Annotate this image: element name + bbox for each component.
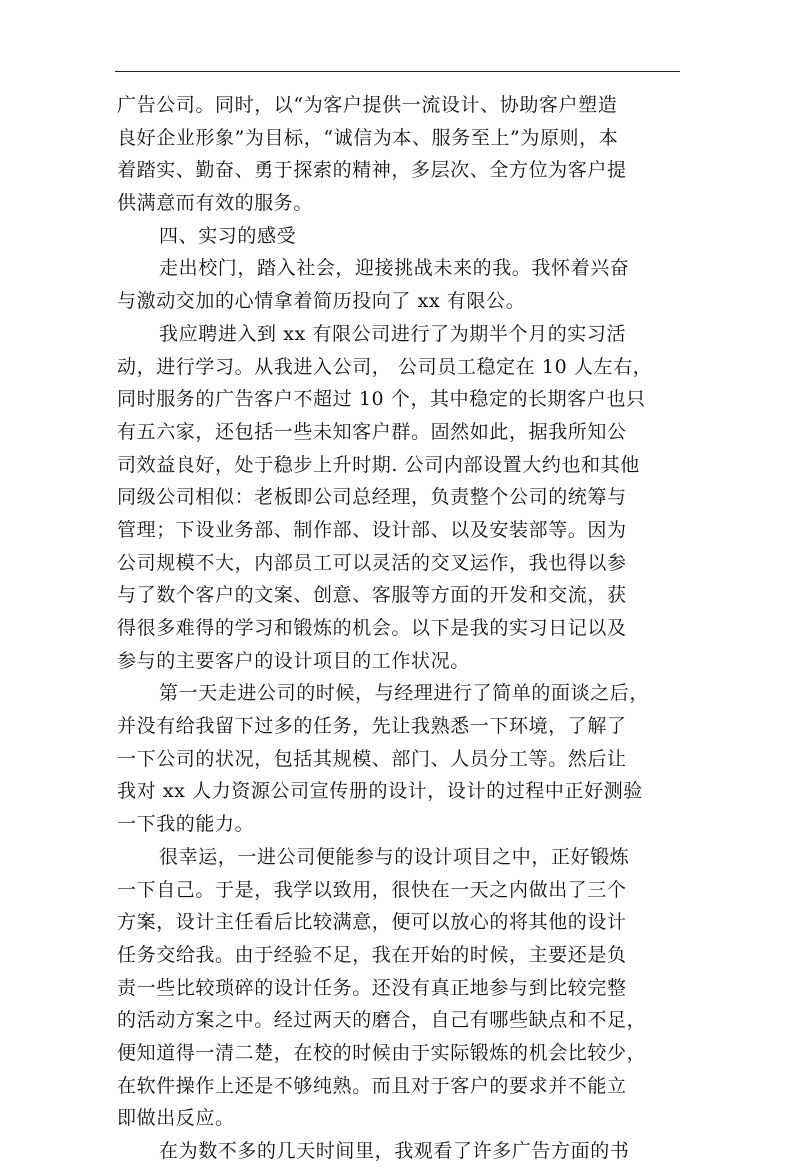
text-line: 与激动交加的心情拿着简历投向了 xx 有限公。 [117,290,526,313]
text-line: 的活动方案之中。经过两天的磨合，自己有哪些缺点和不足， [117,1009,647,1032]
text-line: 管理；下设业务部、制作部、设计部、以及安装部等。因为 [117,518,627,541]
text-line: 一下公司的状况，包括其规模、部门、人员分工等。然后让 [117,747,627,770]
text-line: 同级公司相似：老板即公司总经理，负责整个公司的统筹与 [117,486,627,509]
text-line: 便知道得一清二楚，在校的时候由于实际锻炼的机会比较少， [117,1041,647,1064]
text-line: 供满意而有效的服务。 [117,192,314,215]
text-line: 在软件操作上还是不够纯熟。而且对于客户的要求并不能立 [117,1074,627,1097]
text-line: 即做出反应。 [117,1107,235,1130]
header-rule [115,71,680,72]
text-line: 四、实习的感受 [159,224,297,247]
text-line: 得很多难得的学习和锻炼的机会。以下是我的实习日记以及 [117,617,627,639]
text-line: 一下自己。于是，我学以致用，很快在一天之内做出了三个 [117,878,627,901]
text-line: 有五六家，还包括一些未知客户群。固然如此，据我所知公 [117,420,627,443]
text-line: 责一些比较琐碎的设计任务。还没有真正地参与到比较完整 [117,976,627,999]
text-line: 一下我的能力。 [117,813,255,836]
text-line: 走出校门，踏入社会，迎接挑战未来的我。我怀着兴奋 [159,257,630,280]
text-line: 我对 xx 人力资源公司宣传册的设计，设计的过程中正好测验 [117,780,643,803]
text-line: 动，进行学习。从我进入公司， 公司员工稳定在 10 人左右， [117,355,653,378]
text-line: 参与的主要客户的设计项目的工作状况。 [117,649,470,672]
text-line: 司效益良好，处于稳步上升时期. 公司内部设置大约也和其他 [117,453,640,476]
text-line: 良好企业形象”为目标，“诚信为本、服务至上”为原则，本 [117,126,619,149]
text-line: 着踏实、勤奋、勇于探索的精神，多层次、全方位为客户提 [117,159,627,182]
text-line: 同时服务的广告客户不超过 10 个，其中稳定的长期客户也只 [117,388,646,411]
text-line: 在为数不多的几天时间里，我观看了许多广告方面的书 [159,1140,630,1162]
text-line: 我应聘进入到 xx 有限公司进行了为期半个月的实习活 [159,322,627,345]
text-line: 方案，设计主任看后比较满意，便可以放心的将其他的设计 [117,911,627,934]
text-line: 第一天走进公司的时候，与经理进行了简单的面谈之后， [159,682,650,705]
text-line: 并没有给我留下过多的任务，先让我熟悉一下环境，了解了 [117,715,627,738]
document-body [117,89,682,1168]
text-line: 很幸运，一进公司便能参与的设计项目之中，正好锻炼 [159,845,630,868]
text-line: 任务交给我。由于经验不足，我在开始的时候，主要还是负 [117,943,627,966]
text-line: 公司规模不大，内部员工可以灵活的交叉运作，我也得以参 [117,551,627,574]
text-line: 与了数个客户的文案、创意、客服等方面的开发和交流，获 [117,584,627,607]
text-line: 广告公司。同时，以“为客户提供一流设计、协助客户塑造 [117,94,618,116]
